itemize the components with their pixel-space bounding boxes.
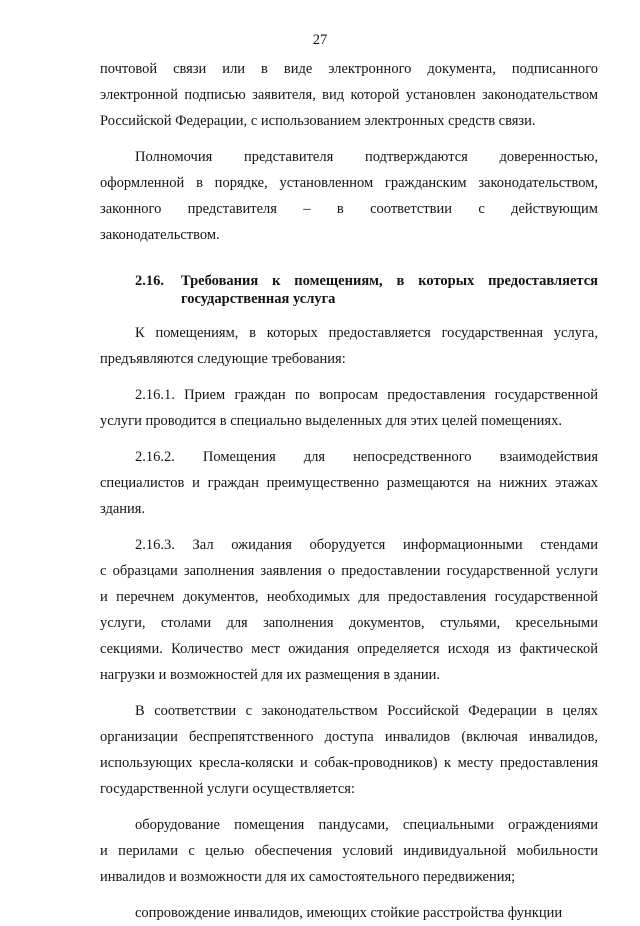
text-line: секциями. Количество мест ожидания определяется исходя из фактической xyxy=(100,641,598,657)
text-line: почтовой связи или в виде электронного документа, подписанного xyxy=(100,61,598,77)
text-line: инвалидов и возможности для их самостоятельного передвижения; xyxy=(100,869,516,885)
page-number: 27 xyxy=(312,32,328,48)
paragraph xyxy=(100,812,598,890)
text-line: и перилами с целью обеспечения условий индивидуальной мобильности xyxy=(100,843,598,859)
text-line: 2.16.1. Прием граждан по вопросам предоставления государственной xyxy=(135,387,598,403)
text-line: с образцами заполнения заявления о предоставлении государственной услуги xyxy=(100,563,598,579)
paragraph xyxy=(100,900,598,926)
section-number: 2.16. xyxy=(135,273,164,289)
text-line: использующих кресла-коляски и собак-проводников) к месту предоставления xyxy=(100,755,598,771)
text-line: организации беспрепятственного доступа инвалидов (включая инвалидов, xyxy=(100,729,598,745)
bottom-paragraphs xyxy=(100,320,598,926)
document-body xyxy=(100,56,598,926)
text-line: законного представителя – в соответствии с действующим xyxy=(100,201,598,217)
text-line: сопровождение инвалидов, имеющих стойкие расстройства функции xyxy=(135,905,563,921)
paragraph xyxy=(100,698,598,802)
text-line: 2.16.3. Зал ожидания оборудуется информационными стендами xyxy=(135,537,598,553)
text-line: К помещениям, в которых предоставляется государственная услуга, xyxy=(135,325,598,341)
paragraph xyxy=(100,444,598,522)
top-paragraphs xyxy=(100,56,598,248)
paragraph xyxy=(100,320,598,372)
text-line: услуги, столами для заполнения документов, стульями, кресельными xyxy=(100,615,598,631)
text-line: нагрузки и возможностей для их размещения в здании. xyxy=(100,667,440,683)
text-line: предъявляются следующие требования: xyxy=(100,351,346,367)
text-line: оборудование помещения пандусами, специальными ограждениями xyxy=(135,817,598,833)
text-line: Российской Федерации, с использованием электронных средств связи. xyxy=(100,113,536,129)
section-title xyxy=(181,272,598,308)
text-line: 2.16.2. Помещения для непосредственного взаимодействия xyxy=(135,449,598,465)
section-heading xyxy=(100,272,598,308)
text-line: и перечнем документов, необходимых для предоставления государственной xyxy=(100,589,598,605)
text-line: услуги проводится в специально выделенных для этих целей помещениях. xyxy=(100,413,562,429)
paragraph xyxy=(100,382,598,434)
text-line: Полномочия представителя подтверждаются доверенностью, xyxy=(135,149,598,165)
text-line: оформленной в порядке, установленном гражданским законодательством, xyxy=(100,175,598,191)
text-line: государственной услуги осуществляется: xyxy=(100,781,355,797)
text-line: специалистов и граждан преимущественно размещаются на нижних этажах xyxy=(100,475,598,491)
text-line: электронной подписью заявителя, вид которой установлен законодательством xyxy=(100,87,598,103)
section-title-line: Требования к помещениям, в которых предоставляется xyxy=(181,273,598,289)
section-title-line: государственная услуга xyxy=(181,291,336,307)
text-line: В соответствии с законодательством Российской Федерации в целях xyxy=(135,703,598,719)
text-line: здания. xyxy=(100,501,146,517)
paragraph xyxy=(100,56,598,134)
paragraph xyxy=(100,144,598,248)
paragraph xyxy=(100,532,598,688)
text-line: законодательством. xyxy=(100,227,220,243)
